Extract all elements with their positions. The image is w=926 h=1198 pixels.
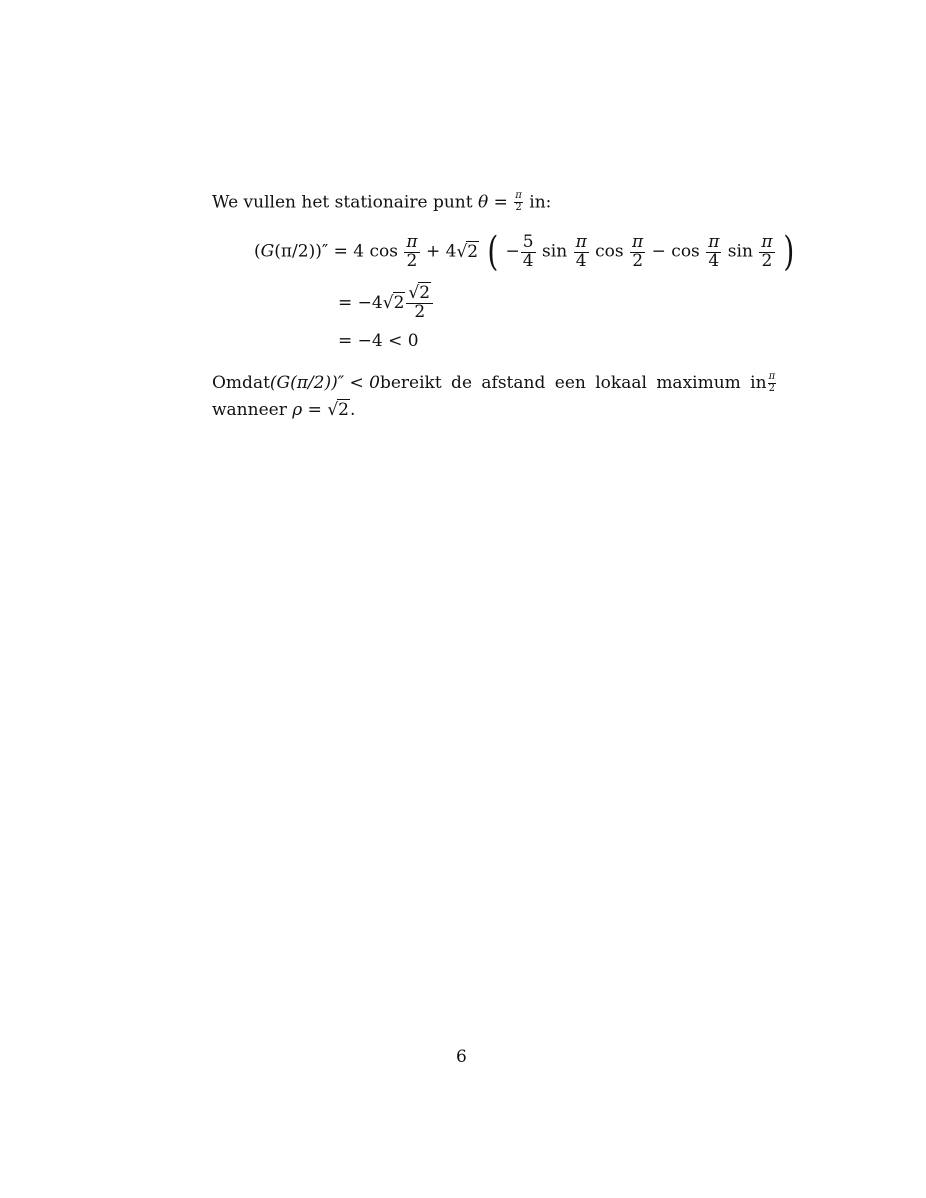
lhs-argument: (π/2))″ bbox=[274, 241, 329, 262]
cos-operator: cos bbox=[595, 241, 624, 262]
relation: = bbox=[338, 292, 353, 313]
coefficient: −4 bbox=[357, 292, 383, 313]
pi-over-2-fraction bbox=[768, 372, 777, 394]
conclusion-expression: (G(π/2))″ < 0 bbox=[269, 373, 380, 393]
fraction-numerator: 5 bbox=[522, 231, 534, 252]
fraction-numerator: π bbox=[708, 231, 720, 252]
big-close-paren: ) bbox=[783, 229, 795, 275]
sqrt-radicand: 2 bbox=[419, 283, 431, 303]
lhs-function: G bbox=[260, 241, 275, 262]
sqrt2-over-2-fraction bbox=[406, 285, 433, 322]
equation-line-1 bbox=[254, 229, 797, 275]
theta-symbol: θ bbox=[477, 192, 489, 213]
lhs-open-paren: ( bbox=[254, 241, 261, 262]
page-number: 6 bbox=[456, 1047, 467, 1067]
fraction-numerator: π bbox=[761, 231, 773, 252]
term1-fraction bbox=[404, 231, 419, 271]
fraction-numerator: π bbox=[575, 231, 587, 252]
pi-over-4-fraction bbox=[574, 231, 589, 271]
fraction-denominator: 2 bbox=[406, 250, 418, 271]
fraction-numerator: π bbox=[768, 371, 776, 382]
fraction-denominator: 2 bbox=[414, 301, 426, 322]
result-expression: = −4 < 0 bbox=[338, 331, 419, 351]
pi-over-2-fraction bbox=[514, 191, 523, 213]
fraction-denominator: 2 bbox=[761, 250, 773, 271]
equals-sign: = bbox=[307, 400, 322, 420]
sqrt-expression: √2 bbox=[327, 400, 349, 420]
minus-sign: − bbox=[505, 241, 520, 262]
fraction-numerator: π bbox=[515, 190, 522, 201]
sqrt-expression: √2 bbox=[456, 241, 479, 262]
fraction-numerator: π bbox=[632, 231, 644, 252]
term2-coefficient: 4 bbox=[445, 241, 457, 262]
sqrt-radicand: 2 bbox=[393, 292, 405, 313]
plus-sign: + bbox=[425, 241, 441, 262]
fraction-denominator: 2 bbox=[632, 250, 644, 271]
sqrt-expression: √2 bbox=[408, 283, 431, 303]
pi-over-2-fraction bbox=[630, 231, 645, 271]
intro-text-end: in: bbox=[529, 192, 552, 213]
fraction-denominator: 2 bbox=[515, 201, 522, 213]
term1-coefficient: 4 cos bbox=[353, 241, 398, 262]
sin-operator: sin bbox=[542, 241, 568, 262]
intro-text: We vullen het stationaire punt bbox=[212, 192, 473, 213]
relation: = bbox=[333, 241, 348, 262]
sqrt-expression: √2 bbox=[382, 292, 405, 313]
equation-line-2 bbox=[338, 285, 434, 322]
equals-sign: = bbox=[493, 192, 508, 213]
pi-over-4-fraction bbox=[706, 231, 721, 271]
conclusion-line-1 bbox=[212, 371, 776, 394]
sentence-period: . bbox=[349, 400, 356, 420]
fraction-denominator: 4 bbox=[522, 250, 534, 271]
fraction-numerator: π bbox=[406, 231, 418, 252]
sqrt-radicand: 2 bbox=[467, 241, 479, 262]
pi-over-2-fraction bbox=[759, 231, 774, 271]
sin-operator: sin bbox=[727, 241, 753, 262]
fraction-denominator: 2 bbox=[768, 382, 776, 394]
equation-line-3 bbox=[338, 331, 419, 351]
conclusion-line-2 bbox=[212, 400, 355, 420]
fraction-denominator: 4 bbox=[708, 250, 720, 271]
conclusion-word: Omdat bbox=[212, 373, 270, 393]
rho-symbol: ρ bbox=[292, 400, 303, 420]
five-quarters-fraction bbox=[521, 231, 536, 271]
intro-sentence bbox=[212, 191, 551, 213]
sqrt-radicand: 2 bbox=[338, 400, 349, 420]
cos-operator: cos bbox=[671, 241, 700, 262]
fraction-denominator: 4 bbox=[575, 250, 587, 271]
conclusion-text: bereikt de afstand een lokaal maximum in bbox=[379, 373, 767, 393]
minus-sign: − bbox=[651, 241, 666, 262]
big-open-paren: ( bbox=[486, 229, 498, 275]
conclusion-word: wanneer bbox=[212, 400, 287, 420]
